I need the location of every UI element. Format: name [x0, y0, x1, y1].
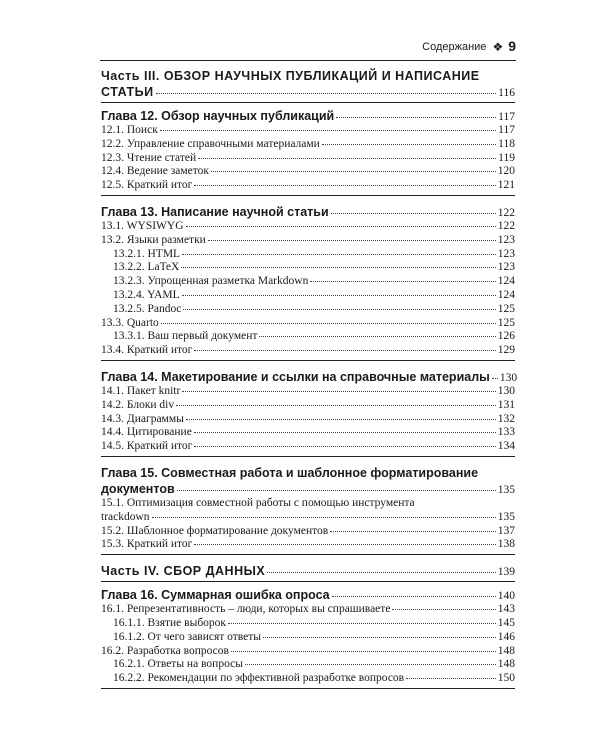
leader-dots: [310, 281, 495, 282]
toc-entry[interactable]: [101, 399, 515, 413]
toc-entry[interactable]: [101, 525, 515, 539]
page-number: 135: [497, 483, 515, 496]
page-number: 148: [497, 644, 515, 657]
entry-title: 14.4. Цитирование: [101, 426, 192, 439]
toc-subentry[interactable]: [101, 330, 515, 344]
leader-dots: [330, 531, 496, 532]
entry-title: 13.3. Quarto: [101, 316, 159, 329]
toc-entry[interactable]: [101, 538, 515, 552]
page-number: 145: [497, 616, 515, 629]
chapter-title: Глава 16. Суммарная ошибка опроса: [101, 588, 330, 603]
running-header: [100, 38, 516, 61]
chapter-14-block: [101, 369, 518, 457]
header-title: Содержание: [422, 41, 487, 53]
chapter-12-entry[interactable]: [101, 108, 515, 124]
page-number: 133: [497, 426, 515, 439]
leader-dots: [182, 254, 496, 255]
header-page-number: 9: [508, 38, 516, 54]
leader-dots: [406, 678, 496, 679]
toc-entry[interactable]: [101, 317, 515, 331]
chapter-title: Глава 14. Макетирование и ссылки на справочные материалы: [101, 369, 490, 384]
leader-dots: [182, 391, 495, 392]
page-number: 134: [497, 440, 515, 453]
chapter-15-title-line1[interactable]: Глава 15. Совместная работа и шаблонное форматирование: [101, 465, 479, 480]
leader-dots: [208, 240, 496, 241]
entry-title: 13.4. Краткий итог: [101, 344, 193, 357]
toc-entry[interactable]: [101, 179, 515, 193]
leader-dots: [332, 596, 496, 597]
toc-entry[interactable]: [101, 645, 515, 659]
leader-dots: [176, 405, 496, 406]
leader-dots: [392, 609, 495, 610]
toc-subentry[interactable]: [101, 303, 515, 317]
page-number: 122: [497, 219, 515, 232]
toc-entry[interactable]: [101, 138, 515, 152]
page-number: 125: [497, 302, 515, 315]
entry-title: 12.2. Управление справочными материалами: [101, 137, 320, 150]
leader-dots: [186, 226, 496, 227]
entry-title: 15.2. Шаблонное форматирование документов: [101, 524, 329, 537]
page-number: 139: [497, 566, 515, 579]
part-3-title-line1[interactable]: Часть III. ОБЗОР НАУЧНЫХ ПУБЛИКАЦИЙ И НАПИСАНИЕ: [101, 69, 480, 83]
page-number: 150: [497, 672, 515, 685]
entry-title: 14.2. Блоки div: [101, 398, 175, 411]
page-number: 124: [497, 275, 515, 288]
leader-dots: [194, 185, 495, 186]
part-3-entry[interactable]: [101, 84, 515, 100]
page-number: 123: [497, 233, 515, 246]
leader-dots: [194, 432, 496, 433]
toc-entry[interactable]: [101, 344, 515, 358]
part-3-block: [101, 68, 515, 103]
entry-title: 13.2.4. YAML: [113, 288, 180, 301]
toc-entry[interactable]: [101, 413, 515, 427]
entry-title: 16.2.2. Рекомендации по эффективной разработке вопросов: [113, 672, 405, 685]
part-4-block: [101, 563, 515, 582]
page-number: 132: [497, 412, 515, 425]
toc-entry[interactable]: [101, 426, 515, 440]
entry-title: 12.3. Чтение статей: [101, 151, 197, 164]
page-number: 135: [497, 510, 515, 523]
entry-title: 13.2.3. Упрощенная разметка Markdown: [113, 275, 309, 288]
entry-title: 14.5. Краткий итог: [101, 440, 193, 453]
entry-title: 16.1.2. От чего зависят ответы: [113, 630, 262, 643]
entry-title: 16.2. Разработка вопросов: [101, 644, 229, 657]
entry-title: 12.4. Ведение заметок: [101, 165, 209, 178]
chapter-15-entry[interactable]: [101, 481, 515, 497]
chapter-14-entry[interactable]: [101, 369, 518, 385]
page-number: 140: [497, 590, 515, 603]
page-number: 120: [497, 165, 515, 178]
toc-entry[interactable]: [101, 385, 515, 399]
leader-dots: [177, 490, 496, 491]
ornament-icon: ❖: [492, 40, 504, 54]
page-number: 131: [497, 398, 515, 411]
chapter-title: Глава 12. Обзор научных публикаций: [101, 109, 335, 123]
page-number: 146: [497, 630, 515, 643]
leader-dots: [228, 623, 496, 624]
leader-dots: [152, 517, 496, 518]
toc-entry[interactable]: [101, 603, 515, 617]
toc-subentry[interactable]: [101, 261, 515, 275]
leader-dots: [183, 309, 495, 310]
leader-dots: [156, 93, 497, 94]
chapter-16-block: [101, 587, 515, 689]
entry-title: 12.1. Поиск: [101, 124, 158, 136]
page-number: 118: [498, 137, 515, 150]
toc-entry[interactable]: [101, 165, 515, 179]
leader-dots: [267, 572, 496, 573]
page-number: 117: [498, 124, 515, 136]
page-number: 137: [497, 524, 515, 537]
chapter-15-block: [101, 465, 515, 555]
chapter-title: Глава 13. Написание научной статьи: [101, 204, 329, 219]
entry-title: 13.1. WYSIWYG: [101, 219, 184, 232]
toc-subentry[interactable]: [101, 658, 515, 672]
chapter-13-block: [101, 204, 515, 361]
leader-dots: [259, 336, 495, 337]
entry-title-line2: trackdown: [101, 510, 150, 523]
leader-dots: [194, 544, 495, 545]
entry-title: 13.2. Языки разметки: [101, 233, 206, 246]
entry-title-line1[interactable]: 15.1. Оптимизация совместной работы с помощью инструмента: [101, 496, 415, 509]
entry-title: 16.1. Репрезентативность – люди, которых вы спрашиваете: [101, 603, 391, 616]
leader-dots: [492, 378, 498, 379]
chapter-13-entry[interactable]: [101, 204, 515, 220]
entry-title: 14.1. Пакет knitr: [101, 384, 181, 397]
leader-dots: [336, 117, 496, 118]
toc-entry[interactable]: [101, 440, 515, 454]
toc-entry[interactable]: [101, 234, 515, 248]
toc-entry[interactable]: [101, 511, 515, 525]
leader-dots: [231, 651, 496, 652]
part-4-entry[interactable]: [101, 563, 515, 579]
page-number: 126: [497, 330, 515, 343]
leader-dots: [194, 350, 495, 351]
entry-title: 13.2.1. HTML: [113, 247, 181, 260]
page-number: 122: [497, 206, 515, 219]
page-number: 123: [497, 247, 515, 260]
leader-dots: [263, 637, 496, 638]
page-number: 117: [498, 111, 515, 123]
leader-dots: [322, 144, 496, 145]
toc-subentry[interactable]: [101, 617, 515, 631]
entry-title: 13.2.2. LaTeX: [113, 261, 180, 274]
entry-title: 13.3.1. Ваш первый документ: [113, 330, 258, 343]
leader-dots: [182, 295, 496, 296]
leader-dots: [160, 130, 496, 131]
toc-entry[interactable]: [101, 220, 515, 234]
leader-dots: [245, 664, 496, 665]
toc-entry[interactable]: [101, 152, 515, 166]
page-number: 143: [497, 603, 515, 616]
part-3-title-line2: СТАТЬИ: [101, 85, 154, 99]
page-number: 148: [497, 658, 515, 671]
leader-dots: [211, 171, 496, 172]
page-number: 130: [497, 384, 515, 397]
page-number: 138: [497, 538, 515, 551]
entry-title: 13.2.5. Pandoc: [113, 302, 182, 315]
leader-dots: [331, 213, 496, 214]
entry-title: 15.3. Краткий итог: [101, 538, 193, 551]
page-number: 129: [497, 344, 515, 357]
part-title: Часть IV. СБОР ДАННЫХ: [101, 564, 266, 579]
toc-subentry[interactable]: [101, 672, 515, 686]
page-number: 119: [498, 151, 515, 164]
entry-title: 16.2.1. Ответы на вопросы: [113, 658, 243, 671]
toc-subentry[interactable]: [101, 248, 515, 262]
entry-title: 14.3. Диаграммы: [101, 412, 184, 425]
toc-subentry[interactable]: [101, 275, 515, 289]
page-number: 130: [499, 371, 518, 384]
entry-title: 16.1.1. Взятие выборок: [113, 616, 227, 629]
entry-title: 12.5. Краткий итог: [101, 179, 193, 192]
page-number: 123: [497, 261, 515, 274]
leader-dots: [194, 446, 495, 447]
toc-subentry[interactable]: [101, 631, 515, 645]
toc-entry[interactable]: [101, 124, 515, 138]
table-of-contents: [101, 68, 518, 689]
chapter-16-entry[interactable]: [101, 587, 515, 603]
chapter-title-line2: документов: [101, 481, 175, 496]
page-number: 121: [497, 179, 515, 192]
leader-dots: [161, 323, 496, 324]
leader-dots: [181, 267, 495, 268]
chapter-12-block: [101, 108, 515, 196]
toc-subentry[interactable]: [101, 289, 515, 303]
leader-dots: [186, 419, 496, 420]
page-number: 116: [498, 87, 515, 99]
page-number: 124: [497, 288, 515, 301]
page-number: 125: [497, 316, 515, 329]
leader-dots: [198, 158, 496, 159]
